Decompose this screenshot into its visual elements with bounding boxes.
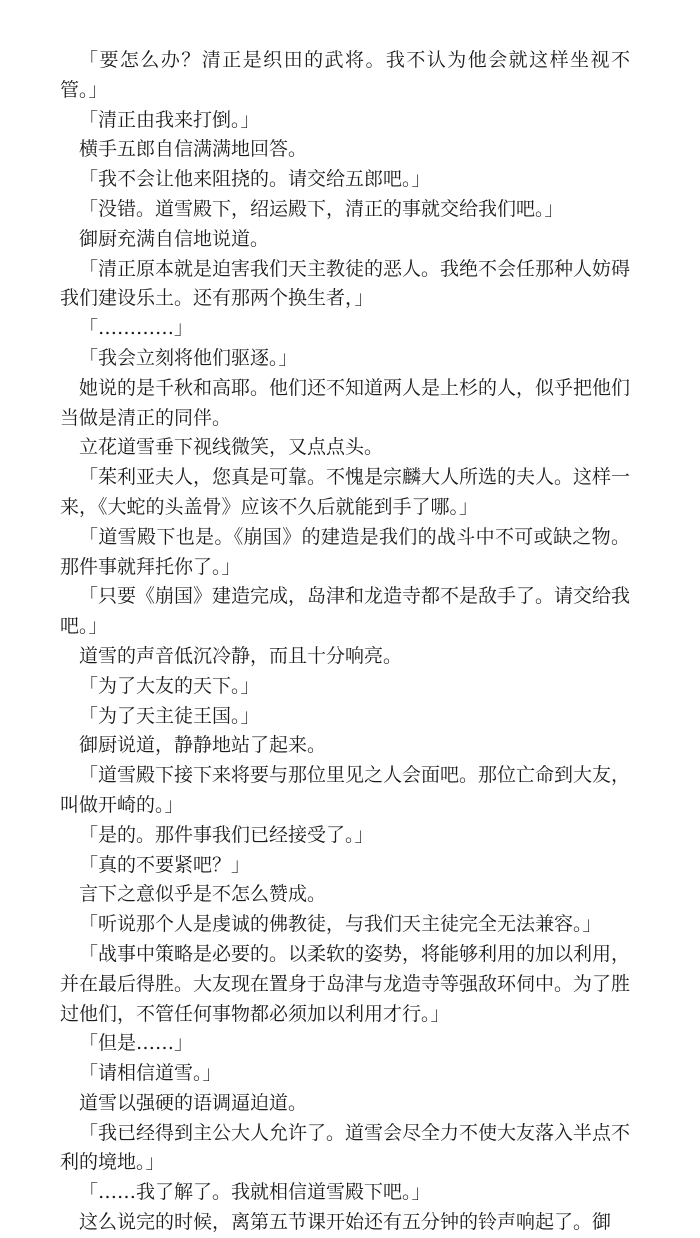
- paragraph: 「我不会让他来阻挠的。请交给五郎吧。」: [79, 168, 431, 191]
- paragraph: 御厨充满自信地说道。: [79, 227, 270, 250]
- paragraph: 言下之意似乎是不怎么赞成。: [79, 883, 327, 906]
- paragraph: 横手五郎自信满满地回答。: [79, 138, 308, 161]
- paragraph: 「……我了解了。我就相信道雪殿下吧。」: [79, 1181, 431, 1204]
- paragraph: 「真的不要紧吧？」: [79, 853, 251, 876]
- paragraph: 「要怎么办？清正是织田的武将。我不认为他会就这样坐视不管。」: [60, 49, 630, 101]
- paragraph: 「听说那个人是虔诚的佛教徒，与我们天主徒完全无法兼容。」: [79, 913, 602, 936]
- paragraph: 立花道雪垂下视线微笑，又点点头。: [79, 436, 384, 459]
- paragraph: 「道雪殿下接下来将要与那位里见之人会面吧。那位亡命到大友，叫做开崎的。」: [60, 764, 631, 816]
- paragraph: 道雪的声音低沉冷静，而且十分响亮。: [79, 644, 403, 667]
- paragraph: 「清正原本就是迫害我们天主教徒的恶人。我绝不会任那种人妨碍我们建设乐土。还有那两个换生者，」: [60, 257, 631, 310]
- paragraph: 「但是……」: [79, 1032, 194, 1055]
- paragraph: 「是的。那件事我们已经接受了。」: [79, 823, 374, 846]
- paragraph: 「…………」: [79, 317, 194, 340]
- paragraph: 御厨说道，静静地站了起来。: [79, 734, 327, 757]
- paragraph: 「我会立刻将他们驱逐。」: [79, 346, 298, 369]
- paragraph: 「只要《崩国》建造完成，岛津和龙造寺都不是敌手了。请交给我吧。」: [60, 585, 631, 638]
- paragraph: 「我已经得到主公大人允许了。道雪会尽全力不使大友落入半点不利的境地。」: [60, 1121, 631, 1174]
- paragraph: 「战事中策略是必要的。以柔软的姿势，将能够利用的加以利用，并在最后得胜。大友现在置身于岛津与龙造寺等强敌环伺中。为了胜过他们，不管任何事物都必须加以利用才行。」: [60, 942, 631, 1025]
- paragraph: 「为了天主徒王国。」: [79, 704, 260, 727]
- paragraph: 道雪以强硬的语调逼迫道。: [79, 1091, 308, 1114]
- paragraph: 这么说完的时候，离第五节课开始还有五分钟的铃声响起了。御: [79, 1211, 612, 1234]
- paragraph: 她说的是千秋和高耶。他们还不知道两人是上杉的人，似乎把他们当做是清正的同伴。: [60, 376, 631, 429]
- paragraph: 「请相信道雪。」: [79, 1062, 222, 1085]
- paragraph: 「道雪殿下也是。《崩国》的建造是我们的战斗中不可或缺之物。那件事就拜托你了。」: [60, 525, 630, 578]
- paragraph: 「茱利亚夫人，您真是可靠。不愧是宗麟大人所选的夫人。这样一来，《大蛇的头盖骨》应该不久后就能到手了哪。」: [60, 466, 631, 518]
- paragraph: 「没错。道雪殿下，绍运殿下，清正的事就交给我们吧。」: [79, 197, 564, 220]
- document-page: [60, 46, 630, 1238]
- paragraph: 「为了大友的天下。」: [79, 674, 260, 697]
- paragraph: 「清正由我来打倒。」: [79, 108, 260, 131]
